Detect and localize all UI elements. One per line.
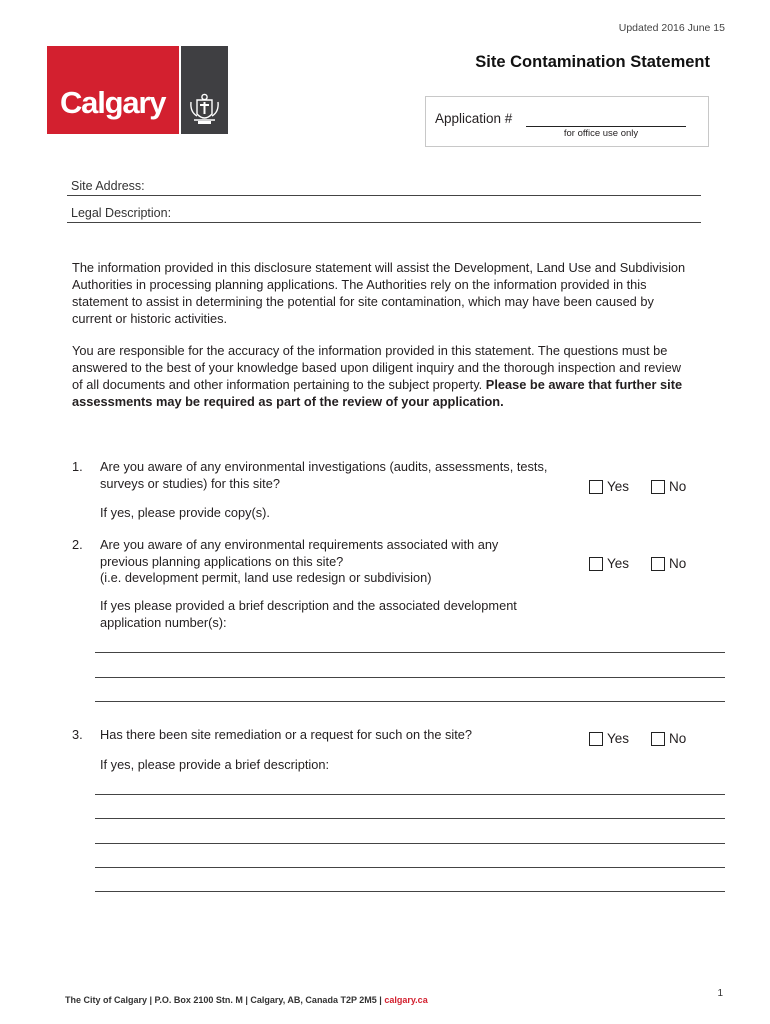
calgary-logo-text: Calgary	[60, 85, 166, 120]
legal-description-field[interactable]	[67, 222, 701, 223]
city-crest-logo	[181, 46, 228, 134]
question-3-no[interactable]	[651, 731, 686, 746]
yes-label: Yes	[607, 556, 630, 571]
assessment-warning: Please be aware that further site assessments may be required as part of the review of your application.	[72, 377, 683, 409]
crest-icon	[186, 92, 223, 126]
question-3-no-checkbox[interactable]	[651, 732, 665, 746]
question-1-yes[interactable]	[589, 479, 629, 494]
question-2-answer-line[interactable]	[95, 652, 725, 653]
question-3-yes[interactable]	[589, 731, 629, 746]
no-label: No	[669, 556, 687, 571]
page-number: 1	[717, 988, 723, 999]
question-3-answer-line[interactable]	[95, 867, 725, 868]
question-3-number: 3.	[72, 727, 83, 742]
application-number-box	[425, 96, 709, 147]
question-2-answer-line[interactable]	[95, 701, 725, 702]
question-3-answer-line[interactable]	[95, 843, 725, 844]
question-3-answer-line[interactable]	[95, 818, 725, 819]
question-2-followup: If yes please provided a brief description and the associated development application number(s):	[100, 598, 517, 630]
question-2-answer-line[interactable]	[95, 677, 725, 678]
legal-description-label: Legal Description:	[71, 206, 172, 220]
question-1-followup: If yes, please provide copy(s).	[100, 505, 270, 520]
question-1-yes-checkbox[interactable]	[589, 480, 603, 494]
question-2-yes[interactable]	[589, 556, 629, 571]
application-number-field[interactable]	[526, 126, 686, 127]
question-2-number: 2.	[72, 537, 83, 552]
question-3-followup: If yes, please provide a brief description:	[100, 757, 330, 772]
site-address-label: Site Address:	[71, 179, 145, 193]
footer-address-text: The City of Calgary | P.O. Box 2100 Stn. M | Calgary, AB, Canada T2P 2M5 |	[65, 995, 385, 1005]
footer-address	[65, 995, 428, 1005]
intro-text-1: The information provided in this disclosure statement will assist the Development, Land Use and Subdivision Authorities in processing planning applications. The Authorities rely on the information provided in this statement to assist in determining the potential for site contamination, which may have been caused by current or historic activities.	[72, 260, 686, 326]
question-3-answer-line[interactable]	[95, 891, 725, 892]
question-2-no-checkbox[interactable]	[651, 557, 665, 571]
no-label: No	[669, 479, 687, 494]
site-address-field[interactable]	[67, 195, 701, 196]
intro-text-2: You are responsible for the accuracy of the information provided in this statement. The questions must be answered to the best of your knowledge based upon diligent inquiry and the thorough inspection and review of all documents and other information pertaining to the subject property.	[72, 343, 681, 392]
question-3-answer-line[interactable]	[95, 794, 725, 795]
application-label: Application #	[435, 111, 513, 126]
question-1-number: 1.	[72, 459, 83, 474]
question-2-yes-checkbox[interactable]	[589, 557, 603, 571]
question-1-text: Are you aware of any environmental investigations (audits, assessments, tests, surveys or studies) for this site?	[100, 459, 548, 491]
yes-label: Yes	[607, 731, 630, 746]
question-2-no[interactable]	[651, 556, 686, 571]
question-2-example: (i.e. development permit, land use redesign or subdivision)	[100, 570, 432, 585]
office-use-note: for office use only	[563, 128, 639, 139]
no-label: No	[669, 731, 687, 746]
calgary-website-link[interactable]: calgary.ca	[384, 995, 428, 1005]
intro-paragraph-1	[72, 259, 692, 327]
yes-label: Yes	[607, 479, 630, 494]
question-1-no-checkbox[interactable]	[651, 480, 665, 494]
question-3-text: Has there been site remediation or a request for such on the site?	[100, 727, 473, 742]
question-2-text: Are you aware of any environmental requirements associated with any previous planning applications on this site?	[100, 537, 499, 569]
intro-paragraph-2	[72, 342, 692, 410]
question-3-yes-checkbox[interactable]	[589, 732, 603, 746]
question-1-no[interactable]	[651, 479, 686, 494]
page-title: Site Contamination Statement	[475, 53, 710, 71]
updated-date: Updated 2016 June 15	[618, 22, 725, 34]
